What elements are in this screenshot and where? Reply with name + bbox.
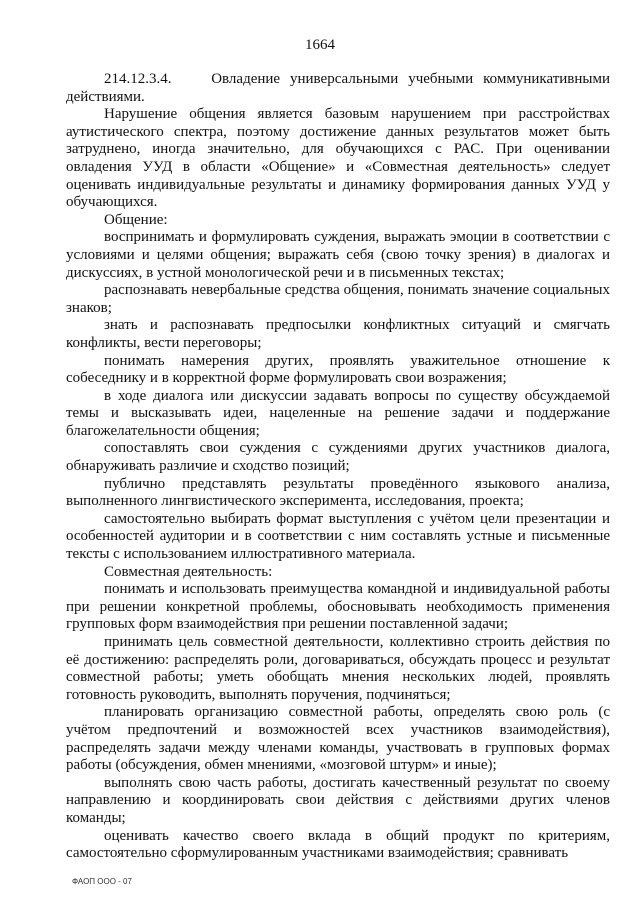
document-body bbox=[66, 71, 610, 863]
list-item: понимать намерения других, проявлять уважительное отношение к собеседнику и в корректной форме формулировать свои возражения; bbox=[66, 352, 610, 387]
list-item: выполнять свою часть работы, достигать качественный результат по своему направлению и координировать свои действия с действиями других членов команды; bbox=[66, 774, 610, 826]
list-item: публично представлять результаты проведённого языкового анализа, выполненного лингвистического эксперимента, исследования, проекта; bbox=[66, 475, 610, 510]
list-item: принимать цель совместной деятельности, коллективно строить действия по её достижению: распределять роли, договариваться, обсуждать процесс и результат совместной работы; уметь обобщать мнения нескольких людей, проявлять готовность руководить, выполнять поручения, подчиняться; bbox=[66, 634, 610, 703]
cooperation-heading: Совместная деятельность: bbox=[104, 563, 273, 580]
list-item: сопоставлять свои суждения с суждениями других участников диалога, обнаруживать различие и сходство позиций; bbox=[66, 440, 610, 475]
section-title-text: Овладение универсальными учебными коммуникативными действиями. bbox=[66, 71, 611, 105]
list-item: оценивать качество своего вклада в общий продукт по критериям, самостоятельно сформулированным участниками взаимодействия; сравнивать bbox=[66, 827, 610, 862]
section-number: 214.12.3.4. bbox=[104, 71, 172, 87]
list-item: воспринимать и формулировать суждения, выражать эмоции в соответствии с условиями и целями общения; выражать себя (свою точку зрения) в диалогах и дискуссиях, в устной монологической речи и в письменных текстах; bbox=[66, 229, 610, 281]
list-item: в ходе диалога или дискуссии задавать вопросы по существу обсуждаемой темы и высказывать идеи, нацеленные на решение задачи и поддержание благожелательности общения; bbox=[66, 387, 610, 439]
page-number: 1664 bbox=[305, 37, 335, 53]
list-item: понимать и использовать преимущества командной и индивидуальной работы при решении конкретной проблемы, обосновывать необходимость применения групповых форм взаимодействия при решении поставленной задачи; bbox=[66, 581, 610, 633]
page-footer: ФАОП ООО - 07 bbox=[72, 877, 132, 886]
list-item: распознавать невербальные средства общения, понимать значение социальных знаков; bbox=[66, 282, 610, 316]
list-item: знать и распознавать предпосылки конфликтных ситуаций и смягчать конфликты, вести переговоры; bbox=[66, 317, 610, 351]
list-item: планировать организацию совместной работы, определять свою роль (с учётом предпочтений и возможностей всех участников взаимодействия), распределять задачи между членами команды, участвовать в групповых формах работы (обсуждения, обмен мнениями, «мозговой штурм» и иные); bbox=[66, 704, 610, 774]
section-title bbox=[66, 71, 610, 106]
intro-paragraph: Нарушение общения является базовым нарушением при расстройствах аутистического спектра, поэтому достижение данных результатов может быть затруднено, иногда значительно, для обучающихся с РАС. При оценивании овладения УУД в области «Общение» и «Совместная деятельность» следует оценивать индивидуальные результаты и динамику формирования данных УУД у обучающихся. bbox=[66, 106, 610, 211]
communication-heading: Общение: bbox=[104, 211, 168, 228]
list-item: самостоятельно выбирать формат выступления с учётом цели презентации и особенностей аудитории и в соответствии с ним составлять устные и письменные тексты с использованием иллюстративного материала. bbox=[66, 510, 610, 563]
